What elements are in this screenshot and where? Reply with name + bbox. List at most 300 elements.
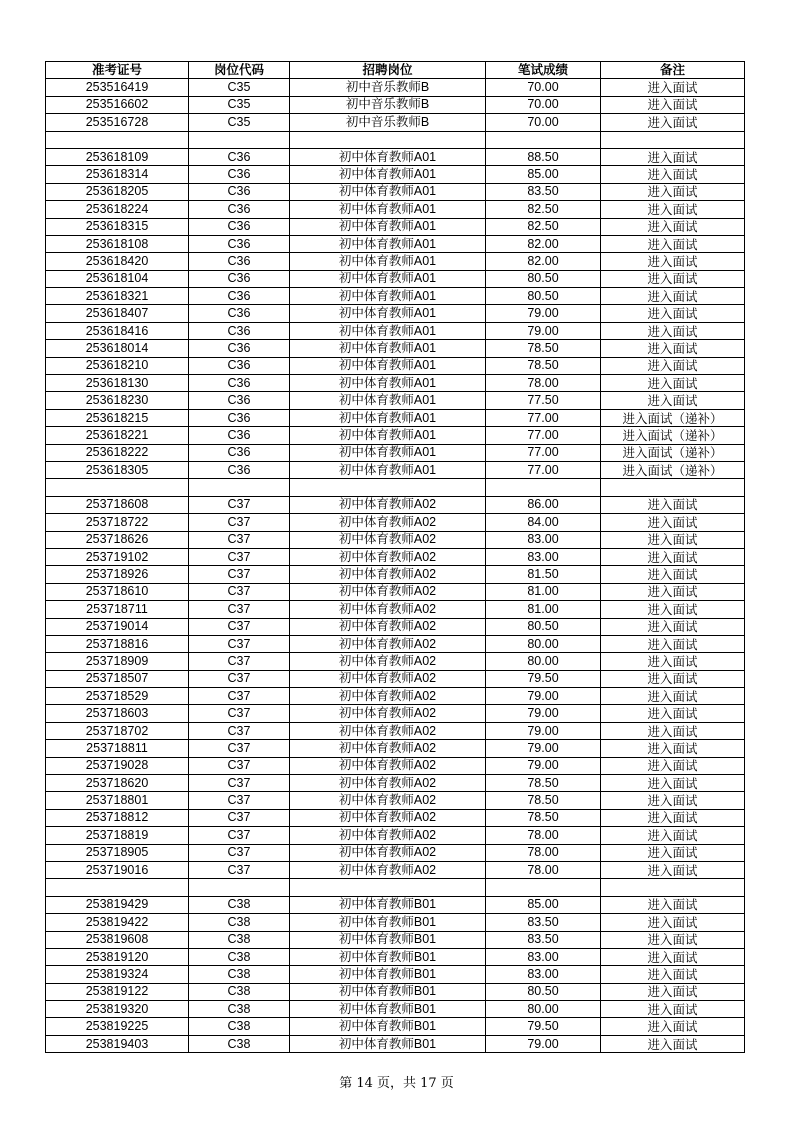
table-row bbox=[46, 548, 745, 565]
header-row bbox=[46, 62, 745, 79]
position-code-cell: C37 bbox=[189, 618, 290, 635]
position-code-cell: C36 bbox=[189, 409, 290, 426]
results-table bbox=[45, 61, 745, 1053]
remark-cell: 进入面试（递补） bbox=[601, 444, 745, 461]
exam-id-cell: 253719028 bbox=[46, 757, 189, 774]
remark-cell: 进入面试 bbox=[601, 948, 745, 965]
remark-cell: 进入面试（递补） bbox=[601, 409, 745, 426]
position-name-cell: 初中体育教师A02 bbox=[290, 514, 486, 531]
score-cell: 78.00 bbox=[486, 861, 601, 878]
exam-id-cell: 253618420 bbox=[46, 253, 189, 270]
score-cell: 78.50 bbox=[486, 775, 601, 792]
score-cell: 79.00 bbox=[486, 1035, 601, 1052]
exam-id-cell: 253618109 bbox=[46, 148, 189, 165]
position-code-cell bbox=[189, 479, 290, 496]
score-cell: 82.00 bbox=[486, 253, 601, 270]
remark-cell: 进入面试 bbox=[601, 235, 745, 252]
score-cell: 83.00 bbox=[486, 531, 601, 548]
score-cell bbox=[486, 879, 601, 896]
exam-id-cell: 253618305 bbox=[46, 461, 189, 478]
position-name-cell: 初中体育教师B01 bbox=[290, 914, 486, 931]
remark-cell: 进入面试 bbox=[601, 531, 745, 548]
remark-cell: 进入面试 bbox=[601, 514, 745, 531]
table-row bbox=[46, 270, 745, 287]
position-code-cell: C36 bbox=[189, 375, 290, 392]
position-code-cell: C37 bbox=[189, 670, 290, 687]
table-row bbox=[46, 201, 745, 218]
position-code-cell: C38 bbox=[189, 948, 290, 965]
table-row bbox=[46, 705, 745, 722]
exam-id-cell: 253618014 bbox=[46, 340, 189, 357]
score-cell: 77.00 bbox=[486, 427, 601, 444]
remark-cell: 进入面试 bbox=[601, 96, 745, 113]
score-cell: 83.50 bbox=[486, 914, 601, 931]
position-code-cell: C36 bbox=[189, 427, 290, 444]
remark-cell bbox=[601, 479, 745, 496]
table-row bbox=[46, 531, 745, 548]
score-cell bbox=[486, 131, 601, 148]
position-code-cell: C37 bbox=[189, 861, 290, 878]
score-cell: 80.00 bbox=[486, 635, 601, 652]
score-cell: 77.00 bbox=[486, 409, 601, 426]
remark-cell: 进入面试（递补） bbox=[601, 461, 745, 478]
position-name-cell: 初中体育教师A02 bbox=[290, 722, 486, 739]
table-row bbox=[46, 392, 745, 409]
position-name-cell: 初中音乐教师B bbox=[290, 79, 486, 96]
position-name-cell: 初中体育教师A01 bbox=[290, 375, 486, 392]
position-name-cell: 初中体育教师A01 bbox=[290, 444, 486, 461]
remark-cell: 进入面试（递补） bbox=[601, 427, 745, 444]
table-row bbox=[46, 166, 745, 183]
score-cell: 78.00 bbox=[486, 375, 601, 392]
score-cell: 80.50 bbox=[486, 618, 601, 635]
position-name-cell: 初中体育教师A01 bbox=[290, 427, 486, 444]
table-row bbox=[46, 409, 745, 426]
position-name-cell: 初中体育教师A01 bbox=[290, 305, 486, 322]
position-name-cell: 初中体育教师A01 bbox=[290, 148, 486, 165]
score-cell: 82.00 bbox=[486, 235, 601, 252]
remark-cell: 进入面试 bbox=[601, 253, 745, 270]
score-cell: 79.00 bbox=[486, 322, 601, 339]
exam-id-cell: 253819608 bbox=[46, 931, 189, 948]
exam-id-cell: 253618215 bbox=[46, 409, 189, 426]
score-cell: 79.00 bbox=[486, 705, 601, 722]
position-code-cell: C36 bbox=[189, 461, 290, 478]
exam-id-cell bbox=[46, 879, 189, 896]
position-code-cell: C37 bbox=[189, 775, 290, 792]
remark-cell: 进入面试 bbox=[601, 357, 745, 374]
table-row bbox=[46, 914, 745, 931]
score-cell: 82.50 bbox=[486, 218, 601, 235]
remark-cell: 进入面试 bbox=[601, 844, 745, 861]
table-row bbox=[46, 514, 745, 531]
position-name-cell: 初中体育教师A02 bbox=[290, 809, 486, 826]
exam-id-cell: 253819225 bbox=[46, 1018, 189, 1035]
table-row bbox=[46, 183, 745, 200]
table-body bbox=[46, 79, 745, 1053]
exam-id-cell: 253719014 bbox=[46, 618, 189, 635]
exam-id-cell: 253718507 bbox=[46, 670, 189, 687]
exam-id-cell: 253618321 bbox=[46, 288, 189, 305]
score-cell: 78.50 bbox=[486, 340, 601, 357]
exam-id-cell: 253718603 bbox=[46, 705, 189, 722]
position-code-cell: C36 bbox=[189, 201, 290, 218]
table-row bbox=[46, 444, 745, 461]
position-code-cell: C37 bbox=[189, 844, 290, 861]
position-code-cell: C38 bbox=[189, 896, 290, 913]
score-cell: 78.50 bbox=[486, 792, 601, 809]
exam-id-cell: 253618315 bbox=[46, 218, 189, 235]
position-name-cell: 初中体育教师A01 bbox=[290, 253, 486, 270]
remark-cell: 进入面试 bbox=[601, 931, 745, 948]
position-name-cell: 初中体育教师A02 bbox=[290, 531, 486, 548]
remark-cell: 进入面试 bbox=[601, 653, 745, 670]
score-cell: 81.50 bbox=[486, 566, 601, 583]
table-row bbox=[46, 375, 745, 392]
table-row bbox=[46, 566, 745, 583]
exam-id-cell: 253618130 bbox=[46, 375, 189, 392]
score-cell: 83.50 bbox=[486, 931, 601, 948]
score-cell: 84.00 bbox=[486, 514, 601, 531]
table-row bbox=[46, 722, 745, 739]
remark-cell: 进入面试 bbox=[601, 601, 745, 618]
remark-cell: 进入面试 bbox=[601, 757, 745, 774]
score-cell: 83.00 bbox=[486, 548, 601, 565]
header-exam-id: 准考证号 bbox=[46, 62, 189, 79]
remark-cell: 进入面试 bbox=[601, 148, 745, 165]
score-cell: 80.50 bbox=[486, 288, 601, 305]
position-code-cell: C37 bbox=[189, 827, 290, 844]
position-code-cell: C37 bbox=[189, 583, 290, 600]
table-row bbox=[46, 931, 745, 948]
table-row bbox=[46, 809, 745, 826]
score-cell: 79.50 bbox=[486, 670, 601, 687]
table-row bbox=[46, 461, 745, 478]
position-name-cell: 初中体育教师A02 bbox=[290, 688, 486, 705]
exam-id-cell: 253718819 bbox=[46, 827, 189, 844]
position-code-cell: C37 bbox=[189, 688, 290, 705]
score-cell: 78.00 bbox=[486, 827, 601, 844]
position-code-cell: C38 bbox=[189, 1018, 290, 1035]
position-name-cell: 初中体育教师A01 bbox=[290, 270, 486, 287]
score-cell: 70.00 bbox=[486, 79, 601, 96]
header-position-name: 招聘岗位 bbox=[290, 62, 486, 79]
table-row bbox=[46, 340, 745, 357]
remark-cell: 进入面试 bbox=[601, 305, 745, 322]
position-code-cell: C37 bbox=[189, 601, 290, 618]
exam-id-cell: 253618224 bbox=[46, 201, 189, 218]
position-name-cell: 初中音乐教师B bbox=[290, 114, 486, 131]
score-cell bbox=[486, 479, 601, 496]
position-name-cell: 初中体育教师A01 bbox=[290, 392, 486, 409]
exam-id-cell: 253618108 bbox=[46, 235, 189, 252]
score-cell: 79.00 bbox=[486, 740, 601, 757]
remark-cell: 进入面试 bbox=[601, 896, 745, 913]
table-row bbox=[46, 879, 745, 896]
exam-id-cell: 253618210 bbox=[46, 357, 189, 374]
position-code-cell: C38 bbox=[189, 966, 290, 983]
remark-cell: 进入面试 bbox=[601, 914, 745, 931]
exam-id-cell: 253718905 bbox=[46, 844, 189, 861]
position-code-cell: C36 bbox=[189, 340, 290, 357]
remark-cell: 进入面试 bbox=[601, 827, 745, 844]
position-name-cell: 初中体育教师A01 bbox=[290, 357, 486, 374]
position-code-cell: C38 bbox=[189, 983, 290, 1000]
header-score: 笔试成绩 bbox=[486, 62, 601, 79]
score-cell: 78.50 bbox=[486, 357, 601, 374]
position-name-cell: 初中体育教师A01 bbox=[290, 183, 486, 200]
header-remark: 备注 bbox=[601, 62, 745, 79]
exam-id-cell: 253718812 bbox=[46, 809, 189, 826]
position-code-cell: C35 bbox=[189, 79, 290, 96]
position-name-cell bbox=[290, 479, 486, 496]
table-row bbox=[46, 148, 745, 165]
position-name-cell bbox=[290, 131, 486, 148]
position-name-cell: 初中音乐教师B bbox=[290, 96, 486, 113]
score-cell: 79.00 bbox=[486, 757, 601, 774]
position-code-cell: C38 bbox=[189, 1035, 290, 1052]
position-code-cell: C37 bbox=[189, 809, 290, 826]
position-code-cell: C37 bbox=[189, 548, 290, 565]
position-code-cell: C36 bbox=[189, 183, 290, 200]
exam-id-cell: 253718711 bbox=[46, 601, 189, 618]
exam-id-cell: 253819403 bbox=[46, 1035, 189, 1052]
remark-cell: 进入面试 bbox=[601, 809, 745, 826]
position-name-cell: 初中体育教师A01 bbox=[290, 461, 486, 478]
position-name-cell: 初中体育教师B01 bbox=[290, 966, 486, 983]
table-row bbox=[46, 1001, 745, 1018]
exam-id-cell: 253718620 bbox=[46, 775, 189, 792]
position-name-cell: 初中体育教师B01 bbox=[290, 1001, 486, 1018]
remark-cell: 进入面试 bbox=[601, 496, 745, 513]
remark-cell: 进入面试 bbox=[601, 270, 745, 287]
position-name-cell: 初中体育教师B01 bbox=[290, 931, 486, 948]
position-code-cell: C36 bbox=[189, 253, 290, 270]
position-name-cell: 初中体育教师A02 bbox=[290, 775, 486, 792]
position-code-cell: C36 bbox=[189, 288, 290, 305]
position-name-cell: 初中体育教师A02 bbox=[290, 583, 486, 600]
position-name-cell: 初中体育教师A02 bbox=[290, 496, 486, 513]
table-row bbox=[46, 653, 745, 670]
remark-cell: 进入面试 bbox=[601, 288, 745, 305]
page-footer: 第 14 页，共 17 页 bbox=[339, 1076, 454, 1091]
position-code-cell: C38 bbox=[189, 1001, 290, 1018]
position-name-cell: 初中体育教师A02 bbox=[290, 653, 486, 670]
score-cell: 77.50 bbox=[486, 392, 601, 409]
remark-cell: 进入面试 bbox=[601, 79, 745, 96]
remark-cell: 进入面试 bbox=[601, 966, 745, 983]
exam-id-cell: 253618104 bbox=[46, 270, 189, 287]
exam-id-cell bbox=[46, 479, 189, 496]
position-name-cell: 初中体育教师A02 bbox=[290, 740, 486, 757]
position-code-cell: C37 bbox=[189, 514, 290, 531]
exam-id-cell: 253516728 bbox=[46, 114, 189, 131]
position-code-cell bbox=[189, 879, 290, 896]
position-code-cell: C38 bbox=[189, 914, 290, 931]
exam-id-cell: 253718608 bbox=[46, 496, 189, 513]
position-name-cell: 初中体育教师A02 bbox=[290, 705, 486, 722]
remark-cell: 进入面试 bbox=[601, 1001, 745, 1018]
exam-id-cell: 253819120 bbox=[46, 948, 189, 965]
exam-id-cell: 253819122 bbox=[46, 983, 189, 1000]
table-row bbox=[46, 114, 745, 131]
exam-id-cell: 253618221 bbox=[46, 427, 189, 444]
exam-id-cell: 253618416 bbox=[46, 322, 189, 339]
position-code-cell: C37 bbox=[189, 531, 290, 548]
position-name-cell: 初中体育教师A02 bbox=[290, 566, 486, 583]
exam-id-cell: 253718909 bbox=[46, 653, 189, 670]
exam-id-cell: 253718926 bbox=[46, 566, 189, 583]
remark-cell: 进入面试 bbox=[601, 201, 745, 218]
table-row bbox=[46, 844, 745, 861]
table-row bbox=[46, 827, 745, 844]
position-code-cell: C37 bbox=[189, 705, 290, 722]
remark-cell: 进入面试 bbox=[601, 635, 745, 652]
score-cell: 79.00 bbox=[486, 688, 601, 705]
remark-cell: 进入面试 bbox=[601, 792, 745, 809]
table-row bbox=[46, 1018, 745, 1035]
remark-cell: 进入面试 bbox=[601, 618, 745, 635]
table-row bbox=[46, 757, 745, 774]
position-name-cell: 初中体育教师A01 bbox=[290, 166, 486, 183]
position-code-cell: C36 bbox=[189, 148, 290, 165]
score-cell: 78.00 bbox=[486, 844, 601, 861]
table-row bbox=[46, 253, 745, 270]
position-name-cell: 初中体育教师A01 bbox=[290, 340, 486, 357]
position-name-cell: 初中体育教师A01 bbox=[290, 409, 486, 426]
remark-cell: 进入面试 bbox=[601, 548, 745, 565]
table-row bbox=[46, 896, 745, 913]
score-cell: 80.00 bbox=[486, 1001, 601, 1018]
remark-cell: 进入面试 bbox=[601, 375, 745, 392]
exam-id-cell: 253618205 bbox=[46, 183, 189, 200]
table-row bbox=[46, 635, 745, 652]
position-code-cell: C36 bbox=[189, 218, 290, 235]
exam-id-cell: 253819324 bbox=[46, 966, 189, 983]
remark-cell: 进入面试 bbox=[601, 775, 745, 792]
position-name-cell: 初中体育教师A02 bbox=[290, 635, 486, 652]
position-name-cell: 初中体育教师A02 bbox=[290, 618, 486, 635]
position-code-cell: C36 bbox=[189, 322, 290, 339]
remark-cell: 进入面试 bbox=[601, 218, 745, 235]
header-position-code: 岗位代码 bbox=[189, 62, 290, 79]
position-code-cell: C37 bbox=[189, 496, 290, 513]
position-name-cell: 初中体育教师A02 bbox=[290, 861, 486, 878]
table-row bbox=[46, 479, 745, 496]
exam-id-cell: 253718801 bbox=[46, 792, 189, 809]
position-code-cell: C37 bbox=[189, 722, 290, 739]
table-row bbox=[46, 131, 745, 148]
score-cell: 77.00 bbox=[486, 444, 601, 461]
score-cell: 79.50 bbox=[486, 1018, 601, 1035]
exam-id-cell: 253819429 bbox=[46, 896, 189, 913]
table-row bbox=[46, 235, 745, 252]
exam-id-cell bbox=[46, 131, 189, 148]
table-row bbox=[46, 79, 745, 96]
score-cell: 78.50 bbox=[486, 809, 601, 826]
position-code-cell: C37 bbox=[189, 740, 290, 757]
remark-cell: 进入面试 bbox=[601, 566, 745, 583]
exam-id-cell: 253718811 bbox=[46, 740, 189, 757]
remark-cell: 进入面试 bbox=[601, 861, 745, 878]
table-row bbox=[46, 496, 745, 513]
position-name-cell: 初中体育教师A01 bbox=[290, 235, 486, 252]
position-name-cell: 初中体育教师B01 bbox=[290, 948, 486, 965]
position-code-cell: C37 bbox=[189, 653, 290, 670]
score-cell: 80.00 bbox=[486, 653, 601, 670]
position-code-cell: C36 bbox=[189, 235, 290, 252]
position-name-cell: 初中体育教师A01 bbox=[290, 322, 486, 339]
position-name-cell: 初中体育教师B01 bbox=[290, 1035, 486, 1052]
remark-cell: 进入面试 bbox=[601, 1035, 745, 1052]
score-cell: 79.00 bbox=[486, 722, 601, 739]
table-row bbox=[46, 288, 745, 305]
remark-cell: 进入面试 bbox=[601, 166, 745, 183]
table-row bbox=[46, 601, 745, 618]
position-code-cell: C37 bbox=[189, 566, 290, 583]
table-row bbox=[46, 983, 745, 1000]
table-row bbox=[46, 357, 745, 374]
remark-cell: 进入面试 bbox=[601, 688, 745, 705]
remark-cell: 进入面试 bbox=[601, 114, 745, 131]
exam-id-cell: 253718722 bbox=[46, 514, 189, 531]
exam-id-cell: 253516602 bbox=[46, 96, 189, 113]
remark-cell: 进入面试 bbox=[601, 722, 745, 739]
table-row bbox=[46, 792, 745, 809]
table-row bbox=[46, 1035, 745, 1052]
position-name-cell: 初中体育教师A02 bbox=[290, 827, 486, 844]
remark-cell: 进入面试 bbox=[601, 183, 745, 200]
remark-cell: 进入面试 bbox=[601, 740, 745, 757]
position-name-cell bbox=[290, 879, 486, 896]
score-cell: 79.00 bbox=[486, 305, 601, 322]
position-name-cell: 初中体育教师B01 bbox=[290, 1018, 486, 1035]
exam-id-cell: 253819320 bbox=[46, 1001, 189, 1018]
exam-id-cell: 253516419 bbox=[46, 79, 189, 96]
position-name-cell: 初中体育教师A02 bbox=[290, 601, 486, 618]
score-cell: 82.50 bbox=[486, 201, 601, 218]
exam-id-cell: 253718816 bbox=[46, 635, 189, 652]
remark-cell: 进入面试 bbox=[601, 392, 745, 409]
position-code-cell: C35 bbox=[189, 114, 290, 131]
score-cell: 86.00 bbox=[486, 496, 601, 513]
table-row bbox=[46, 305, 745, 322]
score-cell: 81.00 bbox=[486, 583, 601, 600]
exam-id-cell: 253718702 bbox=[46, 722, 189, 739]
table-row bbox=[46, 427, 745, 444]
position-code-cell: C35 bbox=[189, 96, 290, 113]
table-row bbox=[46, 740, 745, 757]
score-cell: 83.00 bbox=[486, 966, 601, 983]
table-row bbox=[46, 322, 745, 339]
position-code-cell: C36 bbox=[189, 166, 290, 183]
position-code-cell: C38 bbox=[189, 931, 290, 948]
table-row bbox=[46, 218, 745, 235]
score-cell: 80.50 bbox=[486, 983, 601, 1000]
score-cell: 70.00 bbox=[486, 114, 601, 131]
position-code-cell: C36 bbox=[189, 270, 290, 287]
table-row bbox=[46, 96, 745, 113]
table-row bbox=[46, 583, 745, 600]
position-name-cell: 初中体育教师B01 bbox=[290, 983, 486, 1000]
position-name-cell: 初中体育教师A02 bbox=[290, 844, 486, 861]
position-code-cell: C36 bbox=[189, 305, 290, 322]
exam-id-cell: 253618407 bbox=[46, 305, 189, 322]
score-cell: 83.50 bbox=[486, 183, 601, 200]
score-cell: 88.50 bbox=[486, 148, 601, 165]
position-name-cell: 初中体育教师A01 bbox=[290, 201, 486, 218]
position-name-cell: 初中体育教师A02 bbox=[290, 757, 486, 774]
